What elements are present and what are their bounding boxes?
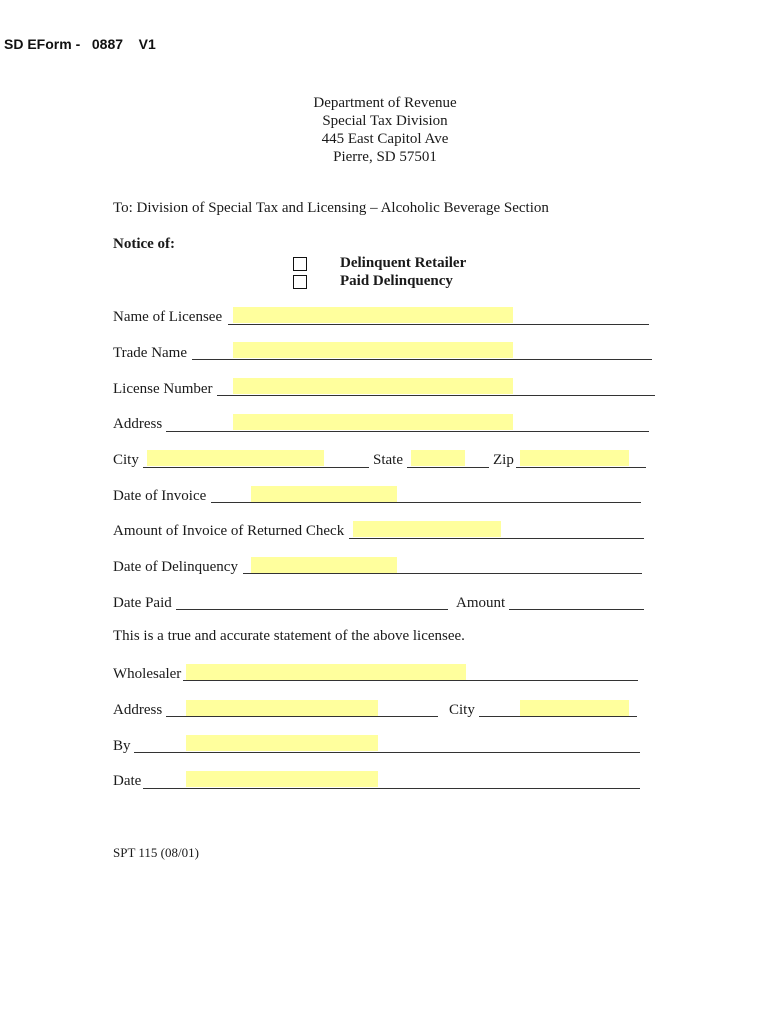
wholesaler-label: Wholesaler (113, 666, 182, 682)
form-id: SD EForm - 0887 V1 (4, 36, 156, 52)
form-number-footer: SPT 115 (08/01) (113, 845, 199, 860)
amount-of-invoice-underline (349, 538, 644, 539)
by-input[interactable] (186, 735, 378, 751)
wholesaler-address-input[interactable] (186, 700, 378, 716)
wholesaler-address-label: Address (113, 702, 163, 718)
date-of-invoice-input[interactable] (251, 486, 397, 502)
date-label: Date (113, 773, 142, 789)
state-underline (407, 467, 489, 468)
date-of-delinquency-label: Date of Delinquency (113, 559, 238, 575)
wholesaler-underline (183, 680, 638, 681)
date-of-invoice-underline (211, 502, 641, 503)
amount-underline (509, 609, 644, 610)
header-line-3: 445 East Capitol Ave (321, 131, 449, 147)
license-number-label: License Number (113, 381, 213, 397)
wholesaler-city-input[interactable] (520, 700, 629, 716)
amount-label: Amount (456, 595, 506, 611)
agency-header (0, 94, 770, 166)
license-number-underline (217, 395, 655, 396)
trade-name-input[interactable] (233, 342, 513, 358)
date-of-invoice-label: Date of Invoice (113, 488, 207, 504)
state-label: State (373, 452, 403, 468)
delinquent-retailer-label: Delinquent Retailer (340, 255, 467, 271)
by-underline (134, 752, 640, 753)
name-of-licensee-underline (228, 324, 649, 325)
amount-of-invoice-label: Amount of Invoice of Returned Check (113, 523, 345, 539)
date-of-delinquency-underline (243, 573, 642, 574)
zip-label: Zip (493, 452, 514, 468)
certification-statement: This is a true and accurate statement of the above licensee. (113, 628, 465, 644)
address-label: Address (113, 416, 163, 432)
header-line-2: Special Tax Division (322, 113, 448, 129)
date-paid-underline (176, 609, 448, 610)
name-of-licensee-input[interactable] (233, 307, 513, 323)
wholesaler-input[interactable] (186, 664, 466, 680)
trade-name-label: Trade Name (113, 345, 188, 361)
date-of-delinquency-input[interactable] (251, 557, 397, 573)
city-input[interactable] (147, 450, 324, 466)
date-input[interactable] (186, 771, 378, 787)
zip-underline (516, 467, 646, 468)
license-number-input[interactable] (233, 378, 513, 394)
amount-of-invoice-input[interactable] (353, 521, 501, 537)
name-of-licensee-label: Name of Licensee (113, 309, 223, 325)
trade-name-underline (192, 359, 652, 360)
city-label: City (113, 452, 139, 468)
header-line-4: Pierre, SD 57501 (333, 149, 437, 165)
wholesaler-city-underline (479, 716, 637, 717)
state-input[interactable] (411, 450, 465, 466)
paid-delinquency-checkbox[interactable] (293, 275, 307, 289)
delinquent-retailer-checkbox[interactable] (293, 257, 307, 271)
header-line-1: Department of Revenue (313, 95, 457, 111)
wholesaler-city-label: City (449, 702, 475, 718)
city-underline (143, 467, 369, 468)
wholesaler-address-underline (166, 716, 438, 717)
notice-of-label: Notice of: (113, 236, 176, 252)
zip-input[interactable] (520, 450, 629, 466)
address-input[interactable] (233, 414, 513, 430)
address-underline (166, 431, 649, 432)
date-paid-label: Date Paid (113, 595, 172, 611)
addressee-line: To: Division of Special Tax and Licensing – Alcoholic Beverage Section (113, 200, 549, 216)
paid-delinquency-label: Paid Delinquency (340, 273, 453, 289)
by-label: By (113, 738, 131, 754)
date-underline (143, 788, 640, 789)
